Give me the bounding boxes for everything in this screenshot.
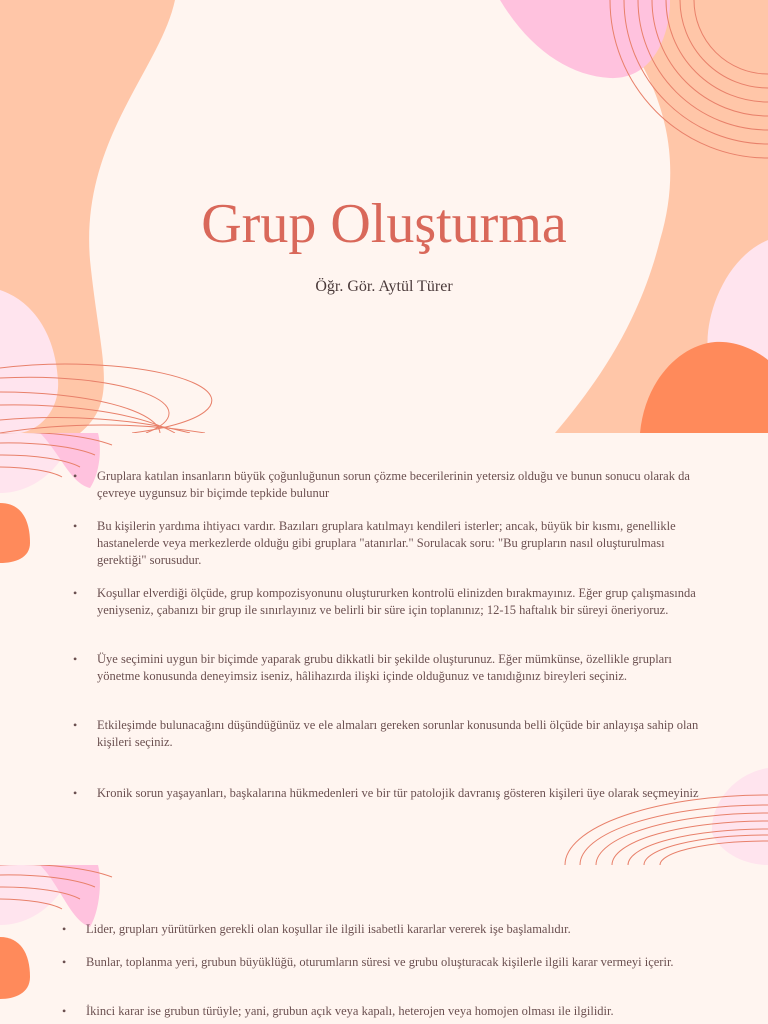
list-item [73,585,702,619]
bullet-dot: • [62,955,67,969]
list-item [73,651,702,685]
content-slide-1 [0,433,768,865]
bullet-dot: • [62,922,67,936]
bullet-text: Koşullar elverdiği ölçüde, grup kompozisyonunu oluştururken kontrolü elinizden bırakmayınız. Eğer grup çalışmasında yeniyseniz, çabanızı bir grup ile sınırlayınız ve belirli bir süre için toplanınız; 12-15 haftalık bir süreyi öneriyoruz. [97,586,696,617]
list-item [73,468,702,502]
bullet-dot: • [73,519,78,533]
list-item [62,921,686,938]
bullet-list [73,433,707,865]
bullet-text: Gruplara katılan insanların büyük çoğunluğunun sorun çözme becerilerinin yetersiz olduğu ve bunun sonucu olarak da çevreye uygunsuz bir biçimde tepkide bulunur [97,469,690,500]
list-item [62,1003,686,1020]
bullet-dot: • [73,718,78,732]
slide-subtitle: Öğr. Gör. Aytül Türer [315,278,453,295]
content-slide-2 [0,865,768,1024]
bullet-text: Bu kişilerin yardıma ihtiyacı vardır. Bazıları gruplara katılmayı kendileri isterler; ancak, büyük bir kısmı, genellikle hastanelerde veya merkezlerde olduğu gibi gruplara "atanırlar." Sorulacak soru: "Bu grupların nasıl oluşturulması gerektiği" sorusudur. [97,519,676,567]
bullet-text: Üye seçimini uygun bir biçimde yaparak grubu dikkatli bir şekilde oluşturunuz. Eğer mümkünse, özellikle grupları yönetme konusunda deneyimsiz iseniz, hâlihazırda ilişki içinde olduğunuz ve tanıdığınız bireyleri seçiniz. [97,652,672,683]
bullet-text: Etkileşimde bulunacağını düşündüğünüz ve ele almaları gereken sorunlar konusunda belli ölçüde bir anlayışa sahip olan kişileri seçiniz. [97,718,699,749]
title-slide [0,0,768,433]
list-item [73,717,702,751]
bullet-list [62,865,706,1024]
bullet-dot: • [73,786,78,800]
list-item [73,785,702,802]
bullet-dot: • [62,1004,67,1018]
bullet-text: Kronik sorun yaşayanları, başkalarına hükmedenleri ve bir tür patolojik davranış gösteren kişileri üye olarak seçmeyiniz [97,786,699,800]
bullet-text: Lider, grupları yürütürken gerekli olan koşullar ile ilgili isabetli kararlar vererek işe başlamalıdır. [86,922,571,936]
bullet-dot: • [73,469,78,483]
list-item [62,954,686,971]
bullet-dot: • [73,652,78,666]
bullet-dot: • [73,586,78,600]
bullet-text: İkinci karar ise grubun türüyle; yani, grubun açık veya kapalı, heterojen veya homojen olması ile ilgilidir. [86,1004,614,1018]
list-item [73,518,702,569]
bullet-text: Bunlar, toplanma yeri, grubun büyüklüğü, oturumların süresi ve grubu oluşturacak kişilerle ilgili karar vermeyi içerir. [86,955,674,969]
slide-title: Grup Oluşturma [201,193,567,255]
